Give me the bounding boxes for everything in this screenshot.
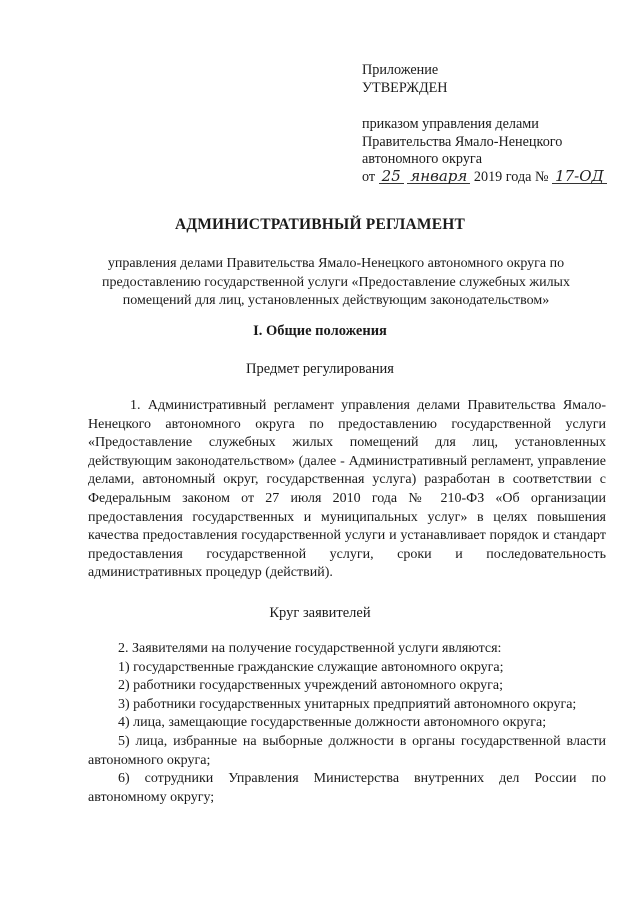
list-item: 5) лица, избранные на выборные должности в органы государственной власти автономного округа; [88,733,606,768]
applicants-list [88,640,606,807]
list-item: 6) сотрудники Управления Министерства внутренних дел России по автономному округу; [88,771,606,805]
handwritten-month: января [407,169,470,184]
paragraph-1: 1. Административный регламент управления делами Правительства Ямало-Ненецкого автономного округа по предоставлению государственной услуги «Предоставление служебных жилых помещений для лиц, установленных действующим законодательством» (далее - Административный регламент, управление делами, автономный округ, государственная услуга) разработан в соответствии с Федеральным законом от 27 июля 2010 года № 210-ФЗ «Об организации предоставления государственных и муниципальных услуг» в целях повышения качества предоставления государственной услуги и устанавливает порядок и стандарт предоставления государственной услуги, сроки и последовательность административных процедур (действий). [88,398,606,581]
appendix-label: Приложение [362,62,439,78]
handwritten-day: 25 [379,169,404,184]
approval-region-line: автономного округа [362,151,483,167]
date-prefix: от [362,168,376,185]
list-item: 3) работники государственных унитарных предприятий автономного округа; [118,696,577,712]
handwritten-order-number: 17-ОД [552,169,607,184]
list-item: 2. Заявителями на получение государственной услуги являются: [118,641,502,656]
list-item: 2) работники государственных учреждений автономного округа; [118,678,503,694]
list-item: 4) лица, замещающие государственные должности автономного округа; [118,715,547,731]
document-subtitle: управления делами Правительства Ямало-Ненецкого автономного округа по предоставлению государственной услуги «Предоставление служебных жилых помещений для лиц, установленных действующим законодательством» [102,256,570,308]
section-heading: I. Общие положения [253,323,387,339]
subsection-heading: Предмет регулирования [246,361,394,377]
approval-authority-line: Правительства Ямало-Ненецкого [362,133,563,150]
applicants-heading: Круг заявителей [269,605,371,621]
approved-label: УТВЕРЖДЕН [362,79,448,96]
approval-order-line: приказом управления делами [362,116,539,132]
date-year-text: 2019 года № [473,168,549,185]
document-title: АДМИНИСТРАТИВНЫЙ РЕГЛАМЕНТ [174,216,466,233]
approval-date-line [362,166,622,187]
approval-block [362,62,622,186]
list-item: 1) государственные гражданские служащие автономного округа; [118,659,504,675]
